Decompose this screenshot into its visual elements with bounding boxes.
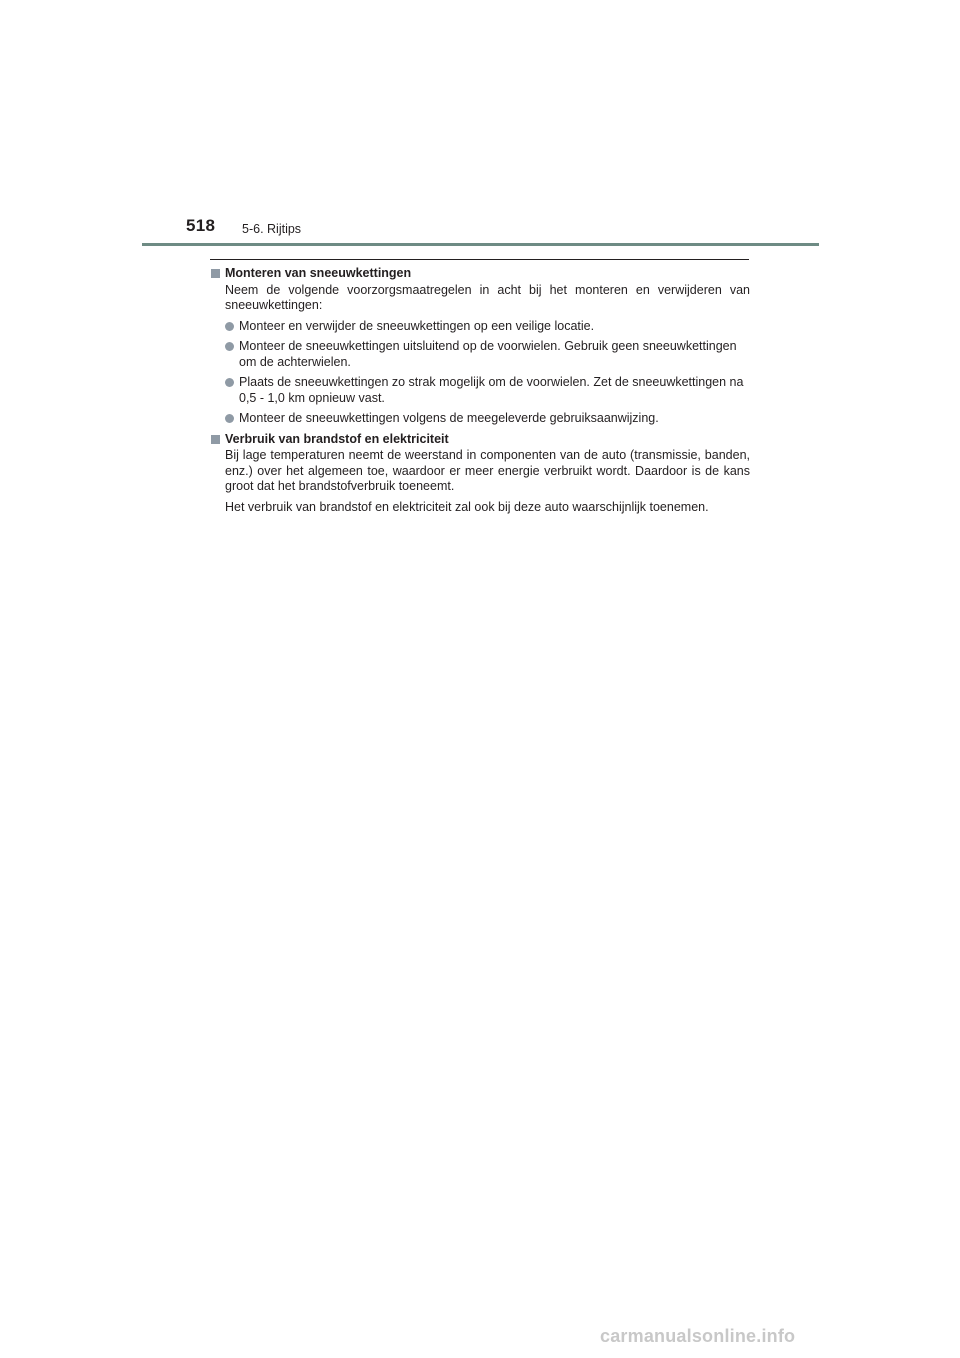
page-number: 518	[186, 216, 216, 235]
section-heading-text: Verbruik van brandstof en elektriciteit	[225, 431, 449, 446]
page-content	[210, 266, 750, 520]
content-rule	[210, 259, 749, 260]
list-item	[225, 339, 750, 370]
footer-watermark: carmanualsonline.info	[600, 1326, 796, 1346]
list-item-text: Monteer de sneeuwkettingen uitsluitend op de voorwielen. Gebruik geen sneeuwkettingen om de achterwielen.	[239, 339, 737, 369]
section-paragraph: Bij lage temperaturen neemt de weerstand in componenten van de auto (transmissie, banden, enz.) over het algemeen toe, waardoor er meer energie verbruikt wordt. Daardoor is de kans groot dat het brandstofverbruik toeneemt.	[225, 448, 750, 493]
circle-bullet-icon	[225, 378, 234, 387]
section-label: 5-6. Rijtips	[242, 222, 302, 236]
list-item-text: Monteer de sneeuwkettingen volgens de meegeleverde gebruiksaanwijzing.	[239, 411, 659, 425]
section-heading	[210, 266, 750, 282]
list-item-text: Plaats de sneeuwkettingen zo strak mogelijk om de voorwielen. Zet de sneeuwkettingen na 0,5 - 1,0 km opnieuw vast.	[239, 375, 744, 405]
square-bullet-icon	[211, 269, 220, 278]
list-item	[225, 411, 750, 427]
list-item	[225, 375, 750, 406]
section-paragraph: Het verbruik van brandstof en elektriciteit zal ook bij deze auto waarschijnlijk toenemen.	[225, 499, 709, 514]
list-item	[225, 319, 750, 335]
list-item-text: Monteer en verwijder de sneeuwkettingen op een veilige locatie.	[239, 318, 595, 333]
section-heading-text: Monteren van sneeuwkettingen	[225, 266, 412, 280]
section-heading	[210, 432, 750, 448]
header-rule	[142, 243, 819, 246]
circle-bullet-icon	[225, 342, 234, 351]
circle-bullet-icon	[225, 322, 234, 331]
section-intro: Neem de volgende voorzorgsmaatregelen in acht bij het monteren en verwijderen van sneeuwkettingen:	[225, 282, 750, 312]
square-bullet-icon	[211, 435, 220, 444]
circle-bullet-icon	[225, 414, 234, 423]
